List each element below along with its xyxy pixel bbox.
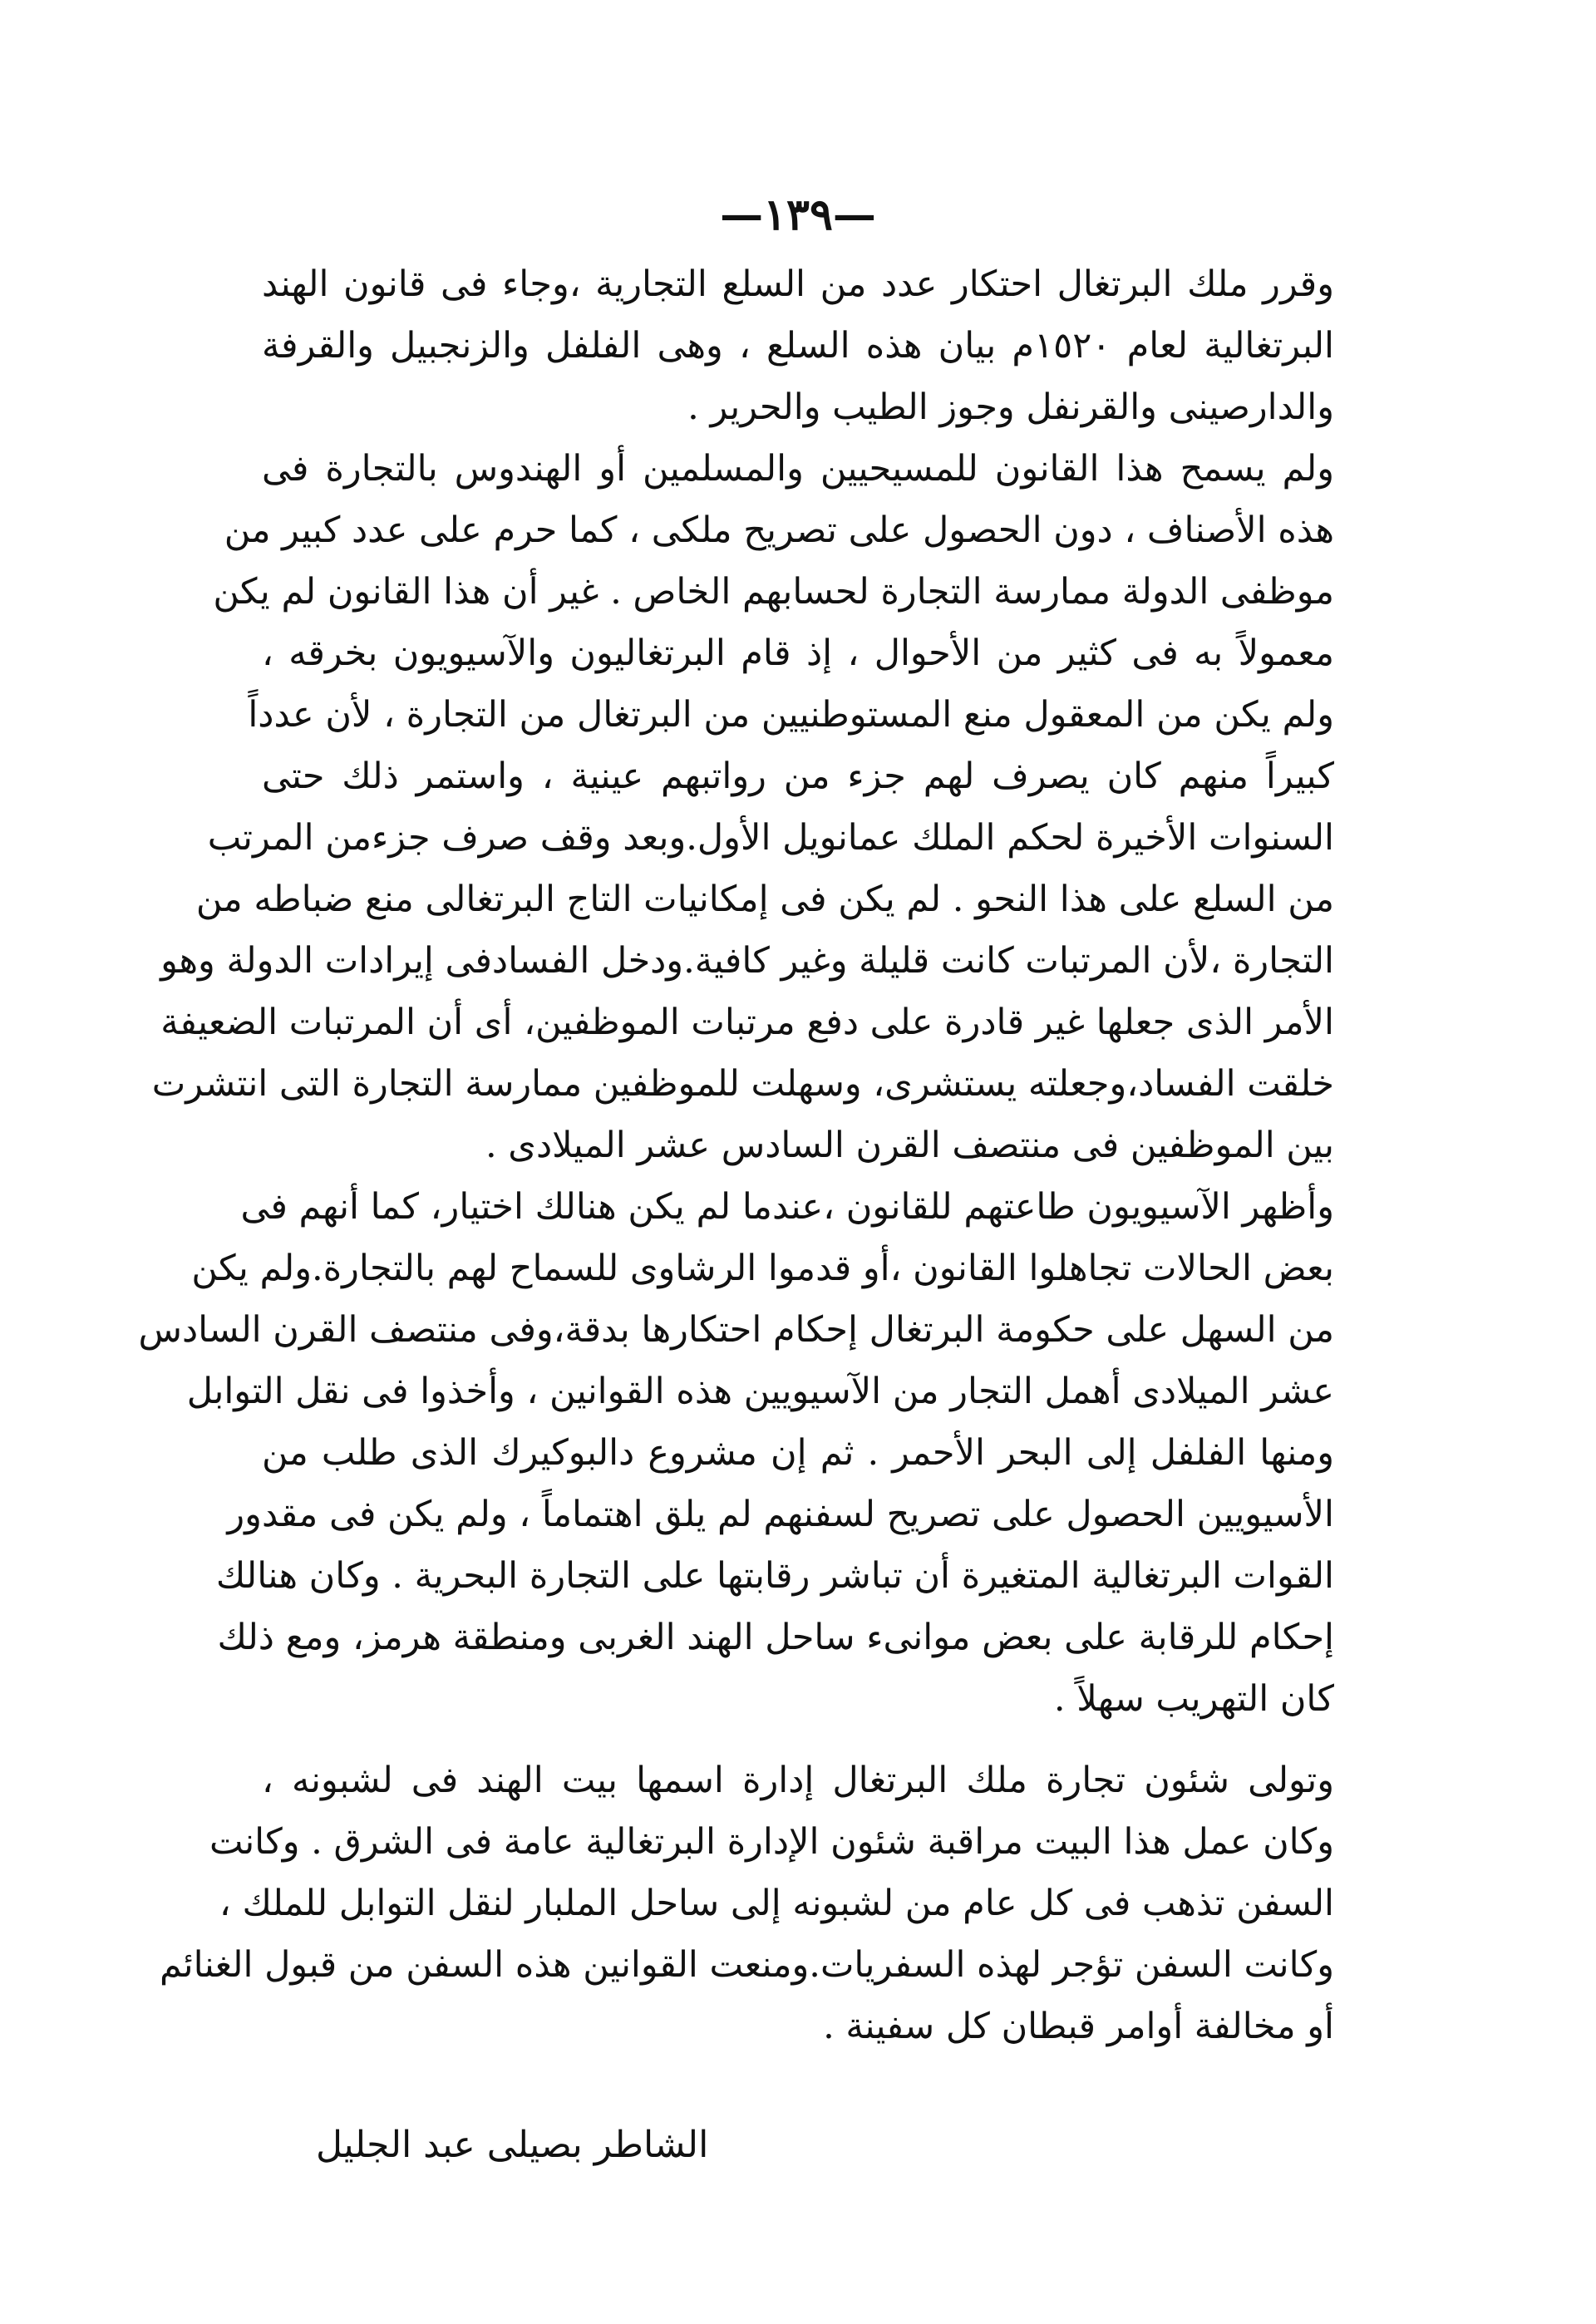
text-line: هذه الأصناف ، دون الحصول على تصريح ملكى ، كما حرم على عدد كبير من xyxy=(224,510,1334,551)
text-line: الأسيويين الحصول على تصريح لسفنهم لم يلق اهتماماً ، ولم يكن فى مقدور xyxy=(227,1494,1334,1535)
text-line: من السلع على هذا النحو . لم يكن فى إمكانيات التاج البرتغالى منع ضباطه من xyxy=(195,879,1334,920)
paragraph-4 xyxy=(160,1750,1334,2057)
page-number: —١٣٩— xyxy=(720,190,876,240)
text-line: والدارصينى والقرنفل وجوز الطيب والحرير . xyxy=(687,387,1334,428)
author-signature: الشاطر بصيلى عبد الجليل xyxy=(316,2124,709,2166)
body-text xyxy=(138,254,1334,2057)
text-line: السفن تذهب فى كل عام من لشبونه إلى ساحل الملبار لنقل التوابل للملك ، xyxy=(219,1883,1334,1924)
text-line: ولم يسمح هذا القانون للمسيحيين والمسلمين أو الهندوس بالتجارة فى xyxy=(262,448,1334,490)
text-line: وتولى شئون تجارة ملك البرتغال إدارة اسمها بيت الهند فى لشبونه ، xyxy=(262,1760,1334,1801)
text-line: عشر الميلادى أهمل التجار من الآسيويين هذه القوانين ، وأخذوا فى نقل التوابل xyxy=(186,1371,1334,1412)
text-line: السنوات الأخيرة لحكم الملك عمانويل الأول.وبعد وقف صرف جزءمن المرتب xyxy=(207,817,1334,859)
text-line: ومنها الفلفل إلى البحر الأحمر . ثم إن مشروع دالبوكيرك الذى طلب من xyxy=(262,1432,1334,1474)
text-line: من السهل على حكومة البرتغال إحكام احتكارها بدقة،وفى منتصف القرن السادس xyxy=(138,1309,1334,1351)
text-line: وكانت السفن تؤجر لهذه السفريات.ومنعت القوانين هذه السفن من قبول الغنائم xyxy=(160,1944,1334,1986)
text-line: القوات البرتغالية المتغيرة أن تباشر رقابتها على التجارة البحرية . وكان هنالك xyxy=(215,1555,1334,1597)
paragraph-2 xyxy=(151,438,1334,1176)
text-line: ولم يكن من المعقول منع المستوطنيين من البرتغال من التجارة ، لأن عدداً xyxy=(248,694,1334,736)
text-line: بعض الحالات تجاهلوا القانون ،أو قدموا الرشاوى للسماح لهم بالتجارة.ولم يكن xyxy=(191,1248,1334,1289)
text-line: بين الموظفين فى منتصف القرن السادس عشر الميلادى . xyxy=(485,1125,1334,1166)
text-line: معمولاً به فى كثير من الأحوال ، إذ قام البرتغاليون والآسيويون بخرقه ، xyxy=(262,633,1334,674)
text-line: أو مخالفة أوامر قبطان كل سفينة . xyxy=(823,2006,1334,2047)
paragraph-3 xyxy=(138,1176,1334,1730)
text-line: التجارة ،لأن المرتبات كانت قليلة وغير كافية.ودخل الفسادفى إيرادات الدولة وهو xyxy=(160,940,1334,982)
paragraph-1 xyxy=(262,254,1334,438)
text-line: وأظهر الآسيويون طاعتهم للقانون ،عندما لم يكن هنالك اختيار، كما أنهم فى xyxy=(240,1186,1334,1228)
text-line: وكان عمل هذا البيت مراقبة شئون الإدارة البرتغالية عامة فى الشرق . وكانت xyxy=(209,1821,1334,1863)
text-line: الأمر الذى جعلها غير قادرة على دفع مرتبات الموظفين، أى أن المرتبات الضعيفة xyxy=(160,1002,1334,1043)
text-line: كان التهريب سهلاً . xyxy=(1053,1678,1334,1720)
text-line: إحكام للرقابة على بعض موانىء ساحل الهند الغربى ومنطقة هرمز، ومع ذلك xyxy=(217,1617,1334,1658)
text-line: موظفى الدولة ممارسة التجارة لحسابهم الخاص . غير أن هذا القانون لم يكن xyxy=(213,571,1334,613)
text-line: خلقت الفساد،وجعلته يستشرى، وسهلت للموظفين ممارسة التجارة التى انتشرت xyxy=(151,1063,1334,1105)
text-line: وقرر ملك البرتغال احتكار عدد من السلع التجارية ،وجاء فى قانون الهند xyxy=(262,263,1334,305)
text-line: كبيراً منهم كان يصرف لهم جزء من رواتبهم عينية ، واستمر ذلك حتى xyxy=(262,756,1334,797)
text-line: البرتغالية لعام ١٥٢٠م بيان هذه السلع ، وهى الفلفل والزنجبيل والقرفة xyxy=(262,325,1334,367)
